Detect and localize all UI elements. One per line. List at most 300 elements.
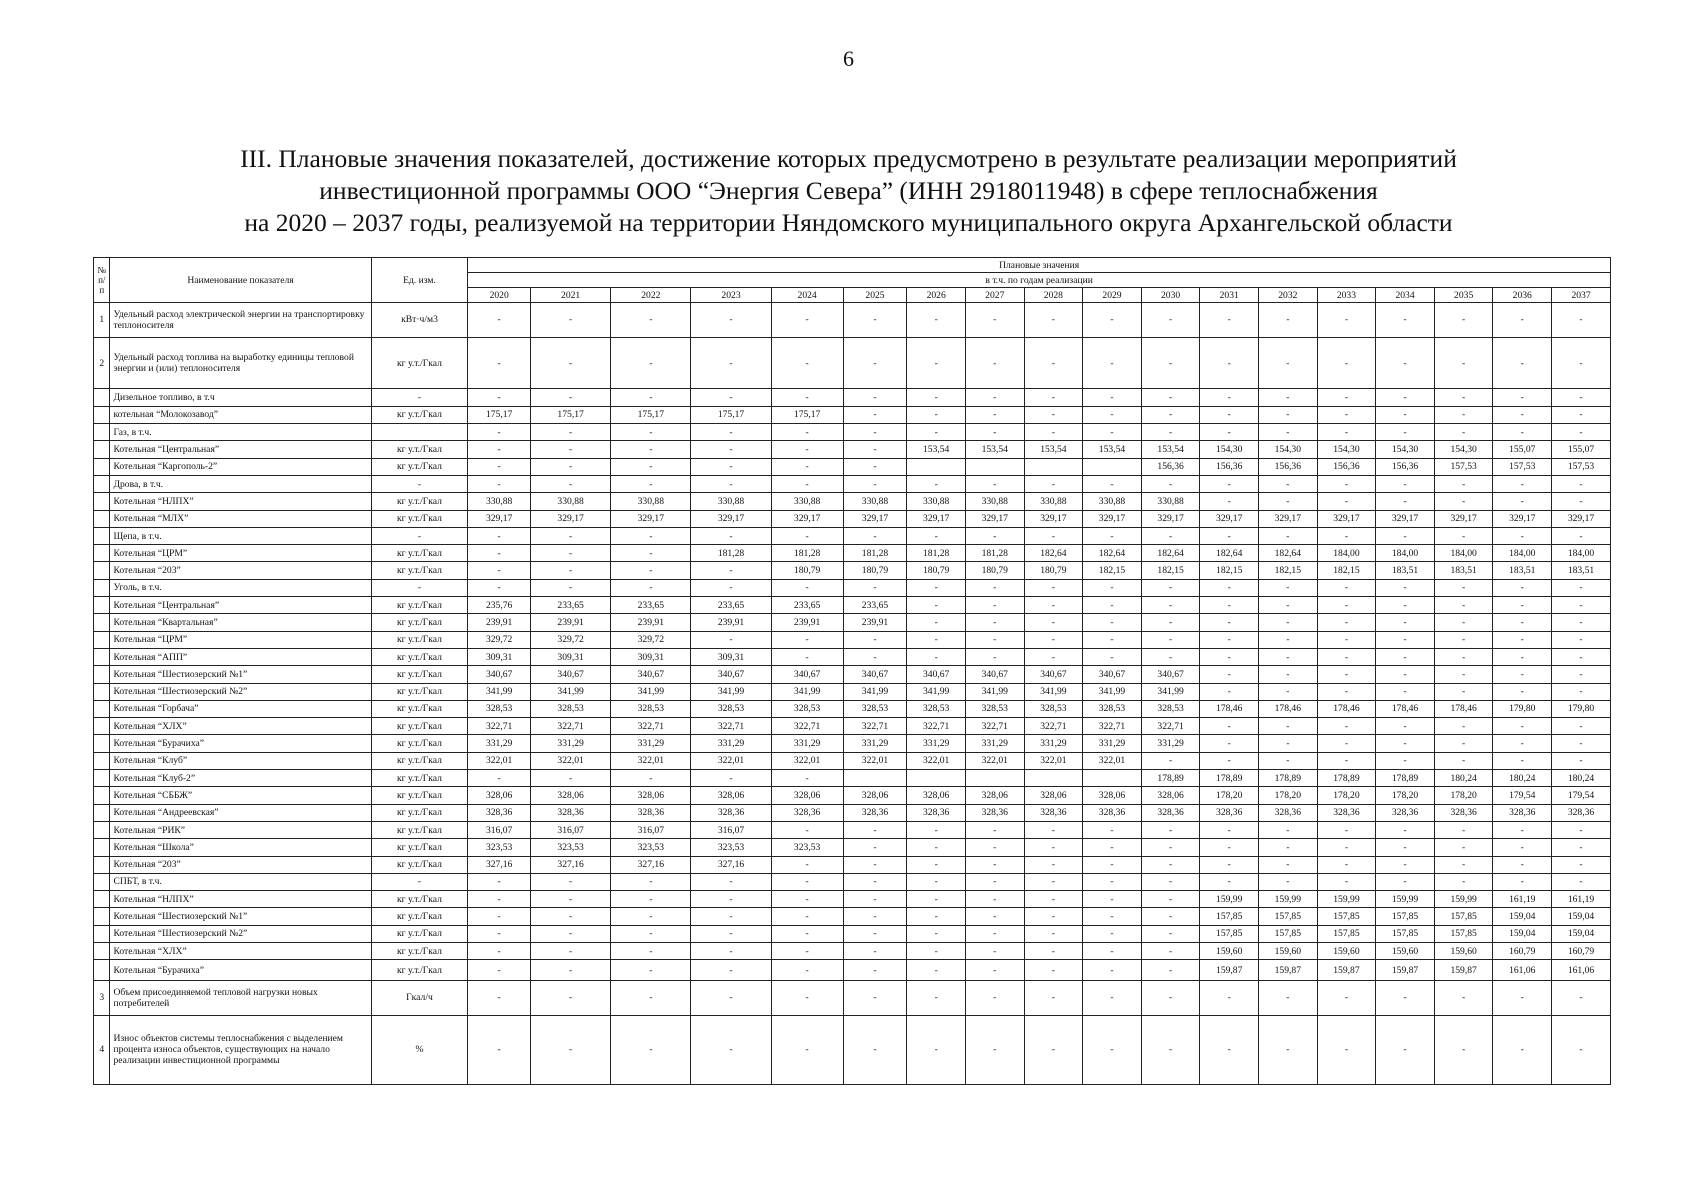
value-cell (907, 458, 966, 475)
row-number (94, 648, 110, 665)
value-cell: - (1083, 960, 1142, 981)
value-cell: - (907, 960, 966, 981)
value-cell: - (611, 579, 691, 596)
value-cell: 340,67 (1083, 666, 1142, 683)
value-cell: 183,51 (1552, 562, 1611, 579)
value-cell: 322,01 (965, 752, 1024, 769)
value-cell: 323,53 (531, 839, 611, 856)
header-year: 2029 (1083, 288, 1142, 303)
value-cell: 159,04 (1493, 908, 1552, 925)
table-row (94, 981, 1611, 1016)
table-row (94, 683, 1611, 700)
value-cell: 328,06 (691, 787, 771, 804)
value-cell: 329,17 (771, 510, 843, 527)
value-cell: - (843, 303, 907, 338)
value-cell: 328,53 (1024, 700, 1083, 717)
value-cell: 331,29 (1024, 735, 1083, 752)
value-cell: - (1024, 908, 1083, 925)
value-cell: - (771, 770, 843, 787)
value-cell: 180,24 (1434, 770, 1493, 787)
value-cell: 328,36 (1552, 804, 1611, 821)
value-cell: - (965, 579, 1024, 596)
header-year: 2036 (1493, 288, 1552, 303)
value-cell: - (1493, 1015, 1552, 1084)
value-cell: - (1200, 424, 1259, 441)
value-cell: - (1083, 579, 1142, 596)
value-cell: - (907, 389, 966, 406)
value-cell: - (1376, 597, 1435, 614)
value-cell: - (1024, 406, 1083, 423)
value-cell: - (1024, 527, 1083, 544)
table-row (94, 873, 1611, 890)
value-cell: 340,67 (468, 666, 531, 683)
value-cell: - (1493, 424, 1552, 441)
table-row (94, 389, 1611, 406)
value-cell: 331,29 (965, 735, 1024, 752)
value-cell: - (1259, 752, 1318, 769)
unit-cell: кг у.т./Гкал (371, 804, 468, 821)
value-cell: - (1434, 1015, 1493, 1084)
value-cell: - (965, 475, 1024, 492)
value-cell: - (691, 458, 771, 475)
value-cell: 328,53 (1083, 700, 1142, 717)
value-cell: 182,15 (1200, 562, 1259, 579)
value-cell: - (691, 337, 771, 389)
value-cell: 159,60 (1376, 942, 1435, 959)
value-cell: 328,53 (468, 700, 531, 717)
value-cell: 179,54 (1552, 787, 1611, 804)
value-cell: 154,30 (1259, 441, 1318, 458)
value-cell: - (691, 1015, 771, 1084)
page-number: 6 (843, 46, 854, 71)
value-cell: 178,20 (1259, 787, 1318, 804)
value-cell: - (965, 891, 1024, 908)
title-line-3: на 2020 – 2037 годы, реализуемой на территории Няндомского муниципального округа Архангельской области (244, 208, 1453, 237)
indicator-name: Котельная “Центральная” (110, 441, 371, 458)
value-cell (1024, 458, 1083, 475)
value-cell: 328,06 (531, 787, 611, 804)
value-cell: 154,30 (1376, 441, 1435, 458)
value-cell: - (907, 839, 966, 856)
value-cell: 157,53 (1552, 458, 1611, 475)
value-cell: - (907, 648, 966, 665)
value-cell: - (843, 873, 907, 890)
row-number (94, 821, 110, 838)
value-cell: - (691, 527, 771, 544)
value-cell: 180,79 (843, 562, 907, 579)
value-cell: - (843, 925, 907, 942)
value-cell: - (1552, 873, 1611, 890)
table-row (94, 1015, 1611, 1084)
value-cell: 159,99 (1317, 891, 1376, 908)
table-row (94, 493, 1611, 510)
value-cell: - (771, 475, 843, 492)
value-cell: - (1317, 389, 1376, 406)
indicator-name: Котельная “НЛПХ” (110, 891, 371, 908)
value-cell: - (1434, 752, 1493, 769)
value-cell: - (843, 839, 907, 856)
value-cell: - (468, 303, 531, 338)
value-cell: 328,36 (907, 804, 966, 821)
row-number (94, 614, 110, 631)
row-number (94, 510, 110, 527)
value-cell: - (1434, 718, 1493, 735)
value-cell: - (1493, 337, 1552, 389)
value-cell: - (1083, 839, 1142, 856)
value-cell: 178,89 (1259, 770, 1318, 787)
value-cell: - (1434, 839, 1493, 856)
value-cell (843, 770, 907, 787)
indicator-name: Котельная “ЦРМ” (110, 545, 371, 562)
value-cell: - (843, 579, 907, 596)
value-cell: - (1434, 873, 1493, 890)
value-cell: 341,99 (843, 683, 907, 700)
value-cell: 328,36 (1259, 804, 1318, 821)
value-cell: 328,06 (468, 787, 531, 804)
value-cell: - (531, 925, 611, 942)
value-cell: - (907, 597, 966, 614)
value-cell: - (1376, 337, 1435, 389)
value-cell: 329,72 (611, 631, 691, 648)
value-cell: - (691, 770, 771, 787)
row-number (94, 597, 110, 614)
value-cell: 330,88 (611, 493, 691, 510)
table-row (94, 666, 1611, 683)
value-cell: 329,17 (1141, 510, 1200, 527)
value-cell: - (1552, 631, 1611, 648)
row-number (94, 458, 110, 475)
value-cell: - (1141, 527, 1200, 544)
value-cell: - (1376, 579, 1435, 596)
value-cell: - (1376, 406, 1435, 423)
unit-cell: кВт·ч/м3 (371, 303, 468, 338)
value-cell: 157,85 (1259, 908, 1318, 925)
value-cell: - (907, 475, 966, 492)
value-cell: - (611, 981, 691, 1016)
unit-cell: кг у.т./Гкал (371, 666, 468, 683)
value-cell: - (1083, 527, 1142, 544)
value-cell: - (1552, 981, 1611, 1016)
value-cell: - (1552, 493, 1611, 510)
value-cell: - (1024, 1015, 1083, 1084)
value-cell: 175,17 (468, 406, 531, 423)
value-cell: 329,17 (843, 510, 907, 527)
value-cell: 181,28 (965, 545, 1024, 562)
value-cell: - (1024, 821, 1083, 838)
value-cell: - (1083, 631, 1142, 648)
value-cell: - (1434, 631, 1493, 648)
value-cell: 328,36 (1141, 804, 1200, 821)
value-cell: - (1434, 981, 1493, 1016)
value-cell: 316,07 (691, 821, 771, 838)
value-cell: - (771, 873, 843, 890)
value-cell: - (843, 631, 907, 648)
value-cell: - (843, 406, 907, 423)
value-cell: - (1024, 839, 1083, 856)
value-cell: 235,76 (468, 597, 531, 614)
value-cell: 178,46 (1434, 700, 1493, 717)
value-cell: - (1083, 1015, 1142, 1084)
value-cell: - (691, 873, 771, 890)
value-cell: - (1259, 873, 1318, 890)
value-cell: - (611, 960, 691, 981)
value-cell: - (771, 424, 843, 441)
value-cell: 322,01 (907, 752, 966, 769)
indicator-name: Газ, в т.ч. (110, 424, 371, 441)
indicator-name: Котельная “СББЖ” (110, 787, 371, 804)
unit-cell: кг у.т./Гкал (371, 406, 468, 423)
value-cell: - (843, 960, 907, 981)
value-cell: - (1083, 856, 1142, 873)
unit-cell (371, 424, 468, 441)
value-cell: 323,53 (468, 839, 531, 856)
value-cell: - (1259, 406, 1318, 423)
value-cell: - (1141, 631, 1200, 648)
value-cell: 328,53 (691, 700, 771, 717)
value-cell: - (771, 821, 843, 838)
value-cell: - (771, 891, 843, 908)
indicator-name: Котельная “РИК” (110, 821, 371, 838)
value-cell: - (1083, 597, 1142, 614)
value-cell: - (1376, 752, 1435, 769)
value-cell: 329,17 (1434, 510, 1493, 527)
value-cell: - (965, 856, 1024, 873)
value-cell: - (691, 303, 771, 338)
value-cell: - (691, 908, 771, 925)
value-cell: - (771, 1015, 843, 1084)
value-cell (1083, 458, 1142, 475)
value-cell: 160,79 (1552, 942, 1611, 959)
value-cell: - (531, 891, 611, 908)
value-cell: - (771, 648, 843, 665)
value-cell: 155,07 (1552, 441, 1611, 458)
header-year: 2027 (965, 288, 1024, 303)
indicator-name: Котельная “Каргополь-2” (110, 458, 371, 475)
indicator-name: Котельная “НЛПХ” (110, 493, 371, 510)
value-cell: - (1493, 527, 1552, 544)
value-cell: - (1141, 856, 1200, 873)
value-cell: - (1141, 925, 1200, 942)
unit-cell: кг у.т./Гкал (371, 493, 468, 510)
value-cell: - (1552, 406, 1611, 423)
value-cell: - (1024, 856, 1083, 873)
row-number (94, 960, 110, 981)
row-number (94, 631, 110, 648)
value-cell: - (771, 908, 843, 925)
value-cell: - (691, 424, 771, 441)
value-cell: - (1434, 337, 1493, 389)
row-number (94, 441, 110, 458)
unit-cell: - (371, 389, 468, 406)
value-cell: 159,60 (1200, 942, 1259, 959)
value-cell: - (1024, 303, 1083, 338)
value-cell: 239,91 (468, 614, 531, 631)
row-number: 2 (94, 337, 110, 389)
value-cell: - (965, 406, 1024, 423)
value-cell: - (1552, 337, 1611, 389)
unit-cell: кг у.т./Гкал (371, 337, 468, 389)
value-cell: - (1493, 839, 1552, 856)
value-cell: 329,72 (531, 631, 611, 648)
table-row (94, 579, 1611, 596)
value-cell: 327,16 (611, 856, 691, 873)
value-cell: 159,87 (1317, 960, 1376, 981)
header-year: 2028 (1024, 288, 1083, 303)
value-cell: 178,20 (1376, 787, 1435, 804)
value-cell: - (771, 960, 843, 981)
row-number (94, 424, 110, 441)
row-number (94, 683, 110, 700)
table-row (94, 562, 1611, 579)
table-row (94, 510, 1611, 527)
unit-cell: - (371, 579, 468, 596)
value-cell: 179,80 (1493, 700, 1552, 717)
value-cell: - (1552, 1015, 1611, 1084)
value-cell: 329,72 (468, 631, 531, 648)
value-cell: 341,99 (907, 683, 966, 700)
table-row (94, 735, 1611, 752)
value-cell: 340,67 (1024, 666, 1083, 683)
value-cell: - (771, 856, 843, 873)
value-cell: - (1317, 614, 1376, 631)
value-cell: - (1200, 389, 1259, 406)
value-cell: 182,15 (1317, 562, 1376, 579)
value-cell: 180,24 (1552, 770, 1611, 787)
value-cell: - (1317, 856, 1376, 873)
value-cell: 160,79 (1493, 942, 1552, 959)
value-cell: 329,17 (1259, 510, 1318, 527)
table-row (94, 891, 1611, 908)
value-cell: - (611, 942, 691, 959)
unit-cell: - (371, 475, 468, 492)
value-cell: 153,54 (907, 441, 966, 458)
value-cell: - (1083, 389, 1142, 406)
value-cell: 323,53 (611, 839, 691, 856)
value-cell: - (843, 821, 907, 838)
value-cell: - (843, 389, 907, 406)
unit-cell: кг у.т./Гкал (371, 735, 468, 752)
value-cell: - (843, 908, 907, 925)
table-row (94, 804, 1611, 821)
unit-cell: кг у.т./Гкал (371, 648, 468, 665)
value-cell: - (1024, 475, 1083, 492)
value-cell: - (965, 631, 1024, 648)
value-cell: 340,67 (771, 666, 843, 683)
table-row (94, 942, 1611, 959)
value-cell: - (1141, 424, 1200, 441)
value-cell: - (1493, 303, 1552, 338)
header-year: 2033 (1317, 288, 1376, 303)
value-cell: - (1552, 683, 1611, 700)
value-cell: - (1200, 579, 1259, 596)
table-row (94, 614, 1611, 631)
value-cell: - (611, 891, 691, 908)
row-number (94, 770, 110, 787)
indicator-name: Котельная “Шестиозерский №2” (110, 683, 371, 700)
value-cell: - (531, 873, 611, 890)
value-cell: 159,87 (1434, 960, 1493, 981)
value-cell: 328,36 (965, 804, 1024, 821)
value-cell: - (531, 389, 611, 406)
value-cell: - (531, 475, 611, 492)
indicator-name: Котельная “МЛХ” (110, 510, 371, 527)
value-cell: 157,85 (1434, 925, 1493, 942)
value-cell: 322,71 (1024, 718, 1083, 735)
value-cell: 233,65 (691, 597, 771, 614)
unit-cell: кг у.т./Гкал (371, 752, 468, 769)
value-cell: 154,30 (1317, 441, 1376, 458)
value-cell: - (1259, 666, 1318, 683)
value-cell: 178,89 (1200, 770, 1259, 787)
indicator-name: Котельная “Бурачиха” (110, 735, 371, 752)
value-cell: - (1493, 614, 1552, 631)
row-number (94, 925, 110, 942)
value-cell: 322,71 (965, 718, 1024, 735)
value-cell: - (1376, 631, 1435, 648)
value-cell: - (1141, 908, 1200, 925)
header-year: 2034 (1376, 288, 1435, 303)
value-cell: - (611, 562, 691, 579)
value-cell: - (468, 770, 531, 787)
value-cell: - (531, 337, 611, 389)
value-cell: 159,04 (1552, 908, 1611, 925)
value-cell (965, 770, 1024, 787)
value-cell: - (1493, 666, 1552, 683)
value-cell: 341,99 (1083, 683, 1142, 700)
value-cell: - (1141, 579, 1200, 596)
row-number (94, 942, 110, 959)
table-row (94, 821, 1611, 838)
value-cell: - (1259, 839, 1318, 856)
value-cell: 181,28 (771, 545, 843, 562)
value-cell: 329,17 (531, 510, 611, 527)
value-cell: - (1552, 303, 1611, 338)
value-cell: - (1141, 389, 1200, 406)
value-cell: - (531, 562, 611, 579)
value-cell: 329,17 (1376, 510, 1435, 527)
value-cell: 239,91 (771, 614, 843, 631)
value-cell: 181,28 (907, 545, 966, 562)
value-cell: - (1200, 981, 1259, 1016)
value-cell: 157,85 (1317, 908, 1376, 925)
header-year: 2020 (468, 288, 531, 303)
indicator-name: Котельная “203” (110, 856, 371, 873)
value-cell: - (1317, 1015, 1376, 1084)
value-cell: - (1024, 597, 1083, 614)
value-cell: - (1434, 856, 1493, 873)
value-cell: - (1376, 873, 1435, 890)
value-cell: - (1200, 839, 1259, 856)
value-cell: 329,17 (1317, 510, 1376, 527)
value-cell: - (1259, 579, 1318, 596)
value-cell: - (1259, 683, 1318, 700)
value-cell: 322,01 (771, 752, 843, 769)
value-cell: - (1024, 424, 1083, 441)
value-cell: - (1493, 648, 1552, 665)
value-cell: - (1200, 648, 1259, 665)
value-cell (965, 458, 1024, 475)
value-cell: 328,36 (1317, 804, 1376, 821)
row-number (94, 804, 110, 821)
unit-cell: кг у.т./Гкал (371, 942, 468, 959)
value-cell: - (965, 873, 1024, 890)
value-cell: 181,28 (691, 545, 771, 562)
value-cell: - (611, 925, 691, 942)
value-cell: 341,99 (1141, 683, 1200, 700)
unit-cell: кг у.т./Гкал (371, 770, 468, 787)
value-cell: - (1317, 493, 1376, 510)
value-cell: - (468, 475, 531, 492)
